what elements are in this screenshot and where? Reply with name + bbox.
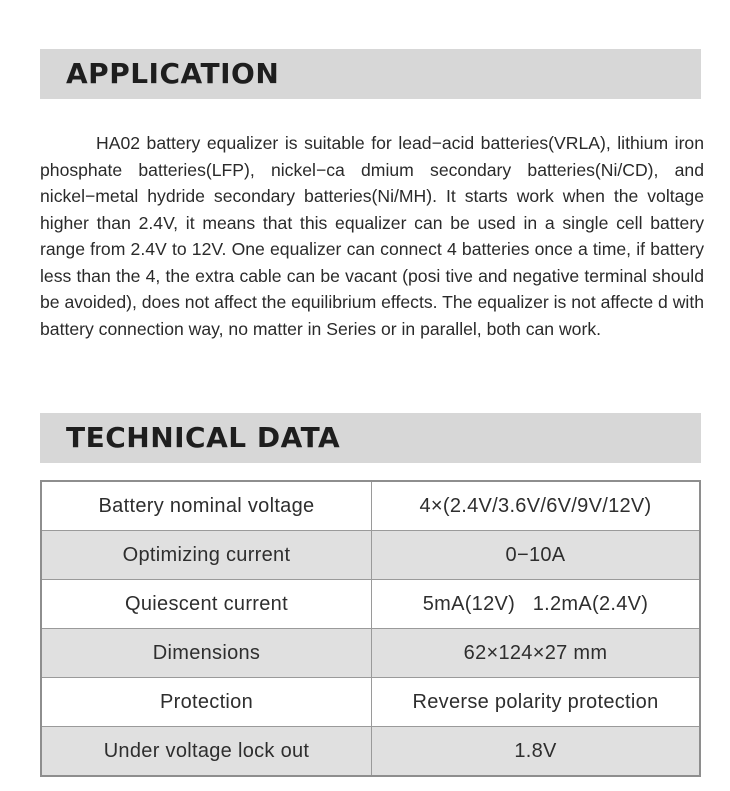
technical-data-section-header bbox=[40, 413, 701, 463]
spec-value: 0−10A bbox=[372, 531, 701, 580]
table-row bbox=[41, 727, 700, 777]
spec-value: Reverse polarity protection bbox=[372, 678, 701, 727]
table-row bbox=[41, 580, 700, 629]
application-description: HA02 battery equalizer is suitable for lead−acid batteries(VRLA), lithium iron phosphate batteries(LFP), nickel−ca dmium secondary batteries(Ni/CD), and nickel−metal hydride secondary batteries(Ni/MH). It starts work when the voltage higher than 2.4V, it means that this equalizer can be used in a single cell battery range from 2.4V to 12V. One equalizer can connect 4 batteries once a time, if battery less than the 4, the extra cable can be vacant (posi tive and negative terminal should be avoided), does not affect the equilibrium effects. The equalizer is not affecte d with battery connection way, no matter in Series or in parallel, both can work. bbox=[40, 133, 704, 339]
spec-value: 4×(2.4V/3.6V/6V/9V/12V) bbox=[372, 481, 701, 531]
table-row bbox=[41, 678, 700, 727]
spec-label: Under voltage lock out bbox=[41, 727, 372, 777]
spec-label: Quiescent current bbox=[41, 580, 372, 629]
spec-value: 62×124×27 mm bbox=[372, 629, 701, 678]
spec-label: Dimensions bbox=[41, 629, 372, 678]
spec-value: 5mA(12V) 1.2mA(2.4V) bbox=[372, 580, 701, 629]
technical-data-table bbox=[40, 480, 701, 777]
technical-data-heading: TECHNICAL DATA bbox=[66, 421, 341, 454]
spec-label: Protection bbox=[41, 678, 372, 727]
application-section-header bbox=[40, 49, 701, 99]
spec-label: Battery nominal voltage bbox=[41, 481, 372, 531]
spec-value: 1.8V bbox=[372, 727, 701, 777]
spec-label: Optimizing current bbox=[41, 531, 372, 580]
application-heading: APPLICATION bbox=[66, 57, 280, 90]
table-row bbox=[41, 481, 700, 531]
table-row bbox=[41, 629, 700, 678]
table-row bbox=[41, 531, 700, 580]
